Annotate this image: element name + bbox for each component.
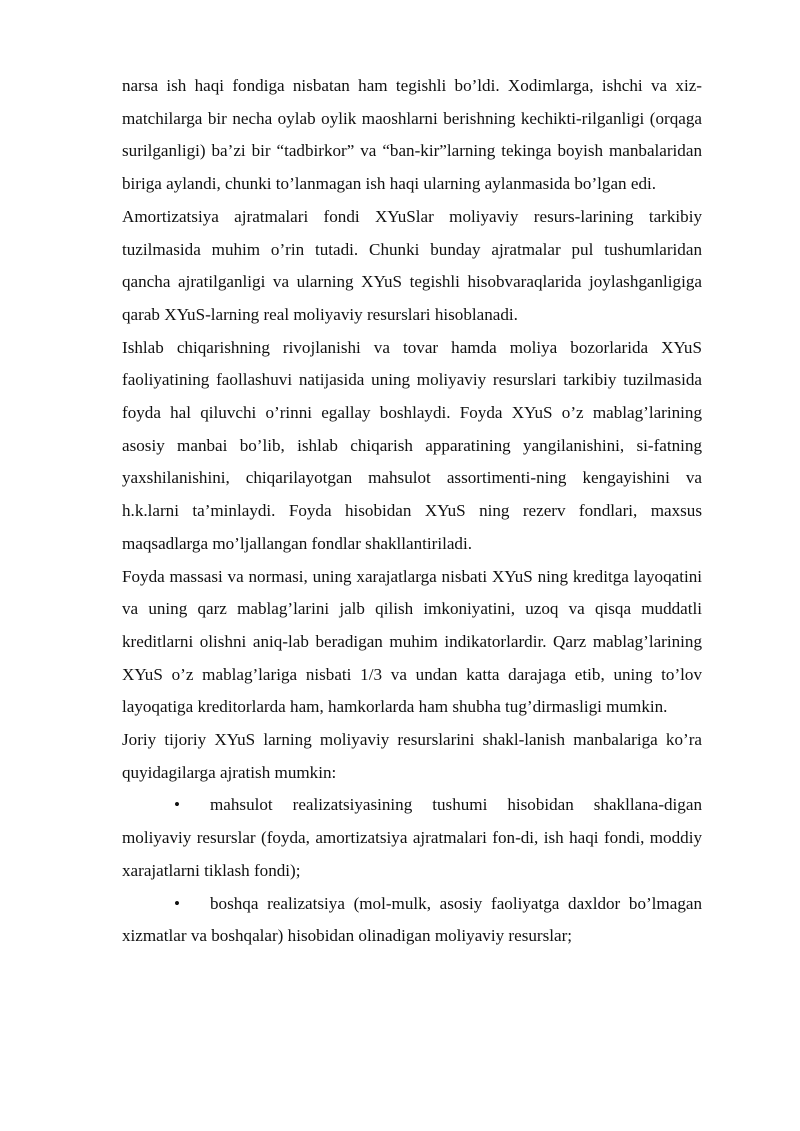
list-item [122,888,702,953]
paragraph-creditworthiness: Foyda massasi va normasi, uning xarajatlarga nisbati XYuS ning kreditga layoqatini va uning qarz mablag’larini jalb qilish imkoniyatini, uzoq va qisqa muddatli kreditlarni olishni aniq-lab beradigan muhim indikatorlardir. Qarz mablag’larining XYuS o’z mablag’lariga nisbati 1/3 va undan katta darajaga etib, uning to’lov layoqatiga kreditorlarda ham, hamkorlarda ham shubha tug’dirmasligi mumkin. [122,566,702,717]
paragraph-wage-fund: narsa ish haqi fondiga nisbatan ham tegishli bo’ldi. Xodimlarga, ishchi va xiz-matchilarga bir necha oylab oylik maoshlarni berishning kechikti-rilganligi (orqaga surilganligi) ba’zi bir “tadbirkor” va “ban-kir”larning tekinga boyish manbalaridan biriga aylandi, chunki to’lanmagan ish haqi ularning aylanmasida bo’lgan edi. [122,76,702,194]
list-item-text: mahsulot realizatsiyasining tushumi hisobidan shakllana-digan moliyaviy resurslar (foyda, amortizatsiya ajratmalari fon-di, ish haqi fondi, moddiy xarajatlarni tiklash fondi); [122,795,702,880]
paragraph-amortization: Amortizatsiya ajratmalari fondi XYuSlar moliyaviy resurs-larining tarkibiy tuzilmasida muhim o’rin tutadi. Chunki bunday ajratmalar pul tushumlaridan qancha ajratilganligi va ularning XYuS tegishli hisobvaraqlarida joylashganligiga qarab XYuS-larning real moliyaviy resurslari hisoblanadi. [122,206,702,324]
list-item-text: boshqa realizatsiya (mol-mulk, asosiy faoliyatga daxldor bo’lmagan xizmatlar va boshqalar) hisobidan olinadigan moliyaviy resurslar; [122,893,702,946]
document-body [122,70,702,953]
list-item [122,789,702,887]
paragraph-resource-sources: Joriy tijoriy XYuS larning moliyaviy resurslarini shakl-lanish manbalariga ko’ra quyidagilarga ajratish mumkin: [122,730,702,782]
bullet-icon: • [174,795,180,815]
paragraph-profit-role: Ishlab chiqarishning rivojlanishi va tovar hamda moliya bozorlarida XYuS faoliyatining faollashuvi natijasida uning moliyaviy resurslari tarkibiy tuzilmasida foyda hal qiluvchi o’rinni egallay boshlaydi. Foyda XYuS o’z mablag’larining asosiy manbai bo’lib, ishlab chiqarish apparatining yangilanishini, si-fatning yaxshilanishini, chiqarilayotgan mahsulot assortimenti-ning kengayishini va h.k.larni ta’minlaydi. Foyda hisobidan XYuS ning rezerv fondlari, maxsus maqsadlarga mo’ljallangan fondlar shakllantiriladi. [122,337,702,553]
bullet-icon: • [174,893,180,913]
